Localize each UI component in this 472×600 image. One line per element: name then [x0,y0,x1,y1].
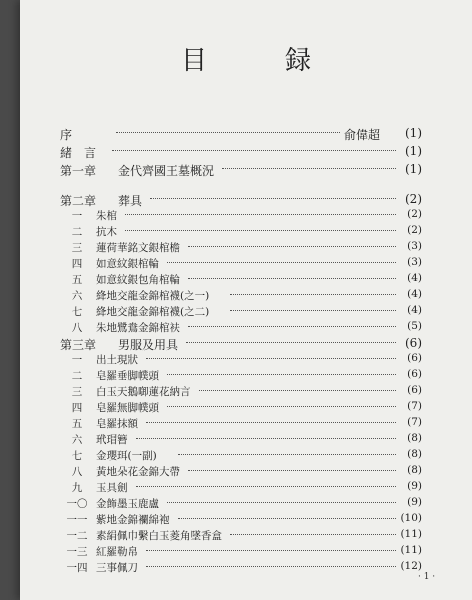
toc-entry-author: 俞偉超 [344,128,381,142]
toc-entry-title: 皂羅抹額 [96,418,138,430]
toc-entry-number: 四 [71,402,83,414]
toc-entry[interactable] [60,224,422,240]
toc-entry-number: 緒 言 [60,146,97,160]
toc-entry[interactable] [60,464,422,480]
toc-entry[interactable] [60,368,422,384]
dot-leader [186,342,396,343]
toc-entry[interactable] [60,304,422,320]
toc-entry-number: 七 [71,450,83,462]
toc-entry[interactable] [60,126,422,142]
toc-entry[interactable] [60,400,422,416]
dot-leader [167,262,396,263]
toc-entry-title: 金飾墨玉鹿盧 [96,498,159,510]
toc-entry-title: 黃地朵花金錦大帶 [96,466,180,478]
toc-entry-page: (6) [407,384,422,396]
dot-leader [116,132,340,133]
toc-entry[interactable] [60,256,422,272]
toc-entry[interactable] [60,352,422,368]
toc-entry-page: (6) [407,352,422,364]
toc-entry-number: 二 [71,370,83,382]
dot-leader [150,198,396,199]
toc-entry-number: 二 [71,226,83,238]
toc-entry[interactable] [60,192,422,208]
toc-entry[interactable] [60,480,422,496]
toc-entry-page: (6) [405,336,422,350]
toc-entry-title: 絳地交龍金錦棺襪(之一) [96,290,210,302]
toc-entry-title: 葬具 [118,194,143,208]
toc-entry-number: 六 [71,434,83,446]
toc-entry-page: (12) [400,560,422,572]
toc-entry[interactable] [60,320,422,336]
dot-leader [188,326,396,327]
toc-entry[interactable] [60,448,422,464]
dot-leader [188,470,396,471]
toc-entry-title: 金瓔珥(一副) [96,450,157,462]
toc-entry-number: 序 [60,128,73,142]
dot-leader [222,168,396,169]
toc-entry-page: (2) [407,208,422,220]
toc-entry-number: 七 [71,306,83,318]
dot-leader [136,438,397,439]
toc-entry-page: (3) [407,256,422,268]
toc-entry-page: (1) [405,162,422,176]
dot-leader [167,502,396,503]
toc-entry[interactable] [60,496,422,512]
toc-entry-number: 四 [71,258,83,270]
toc-entry-title: 素絹佩巾繫白玉菱角墜香盒 [96,530,222,542]
dot-leader [167,374,396,375]
toc-entry-page: (2) [407,224,422,236]
toc-entry-page: (5) [407,320,422,332]
toc-entry-title: 紅羅勒帛 [96,546,138,558]
toc-entry-page: (1) [405,144,422,158]
dot-leader [146,358,396,359]
toc-entry-title: 三事佩刀 [96,562,138,574]
toc-entry-title: 紫地金錦襴綿袍 [96,514,170,526]
toc-entry-title: 皂羅垂脚幞頭 [96,370,159,382]
dot-leader [230,294,396,295]
dot-leader [188,246,396,247]
toc-entry-page: (7) [407,416,422,428]
toc-entry-page: (7) [407,400,422,412]
toc-entry-page: (9) [407,496,422,508]
toc-entry[interactable] [60,144,422,160]
toc-entry[interactable] [60,240,422,256]
toc-entry-number: 第二章 [60,194,97,208]
page-number: · 1 · [418,572,436,582]
toc-entry-number: 九 [71,482,83,494]
toc-entry-title: 玉具劍 [96,482,128,494]
toc-entry[interactable] [60,560,422,576]
toc-entry-number: 一 [71,210,83,222]
toc-entry-page: (4) [407,304,422,316]
toc-entry-title: 出土現狀 [96,354,138,366]
toc-entry-title: 朱棺 [96,210,117,222]
toc-entry-title: 如意紋銀棺輪 [96,258,159,270]
toc-entry[interactable] [60,384,422,400]
toc-entry-page: (4) [407,288,422,300]
toc-entry-title: 蓮荷華銘文銀棺檐 [96,242,180,254]
toc-entry-title: 絳地交龍金錦棺襪(之二) [96,306,210,318]
toc-entry[interactable] [60,416,422,432]
dot-leader [146,566,396,567]
toc-entry[interactable] [60,544,422,560]
toc-entry-number: 第三章 [60,338,97,352]
dot-leader [146,422,396,423]
toc-entry[interactable] [60,288,422,304]
toc-entry[interactable] [60,208,422,224]
dot-leader [136,486,397,487]
toc-entry-number: 八 [71,322,83,334]
toc-entry-page: (3) [407,240,422,252]
book-page [20,0,472,600]
toc-entry-number: 一〇 [66,498,88,510]
toc-entry-number: 五 [71,274,83,286]
toc-entry-number: 第一章 [60,164,97,178]
dot-leader [188,278,396,279]
toc-entry-page: (10) [400,512,422,524]
dot-leader [178,454,397,455]
dot-leader [125,214,396,215]
toc-entry-number: 三 [71,242,83,254]
toc-entry-page: (11) [400,544,422,556]
toc-entry[interactable] [60,432,422,448]
toc-entry-page: (9) [407,480,422,492]
toc-entry-page: (8) [407,448,422,460]
toc-entry[interactable] [60,272,422,288]
toc-entry-number: 一四 [66,562,88,574]
toc-entry-page: (2) [405,192,422,206]
dot-leader [230,534,396,535]
dot-leader [230,310,396,311]
dot-leader [112,150,396,151]
toc-entry-title: 金代齊國王墓概況 [118,164,215,178]
toc-entry-number: 六 [71,290,83,302]
toc-entry-number: 一 [71,354,83,366]
toc-entry-title: 朱地鷺鴦金錦棺衭 [96,322,180,334]
toc-entry-page: (8) [407,464,422,476]
toc-entry[interactable] [60,336,422,352]
toc-entry-number: 三 [71,386,83,398]
toc-entry-page: (8) [407,432,422,444]
dot-leader [167,406,396,407]
toc-entry-title: 玳瑁簪 [96,434,128,446]
dot-leader [178,518,397,519]
toc-entry-page: (6) [407,368,422,380]
toc-entry-page: (1) [405,126,422,140]
toc-entry-title: 男服及用具 [118,338,179,352]
toc-entry-number: 一二 [66,530,88,542]
dot-leader [146,550,396,551]
toc-entry-title: 如意紋銀包角棺輪 [96,274,180,286]
toc-entry-title: 抗木 [96,226,117,238]
toc-entry-number: 八 [71,466,83,478]
toc-entry-number: 一三 [66,546,88,558]
toc-entry[interactable] [60,512,422,528]
page-title: 目 録 [180,46,337,76]
toc-entry[interactable] [60,162,422,178]
toc-entry[interactable] [60,528,422,544]
toc-entry-title: 皂羅無脚幞頭 [96,402,159,414]
toc-entry-number: 五 [71,418,83,430]
toc-entry-page: (11) [400,528,422,540]
dot-leader [125,230,396,231]
toc-entry-title: 白玉天鵝啣蓮花納言 [96,386,191,398]
toc-entry-page: (4) [407,272,422,284]
dot-leader [199,390,397,391]
toc-entry-number: 一一 [66,514,88,526]
